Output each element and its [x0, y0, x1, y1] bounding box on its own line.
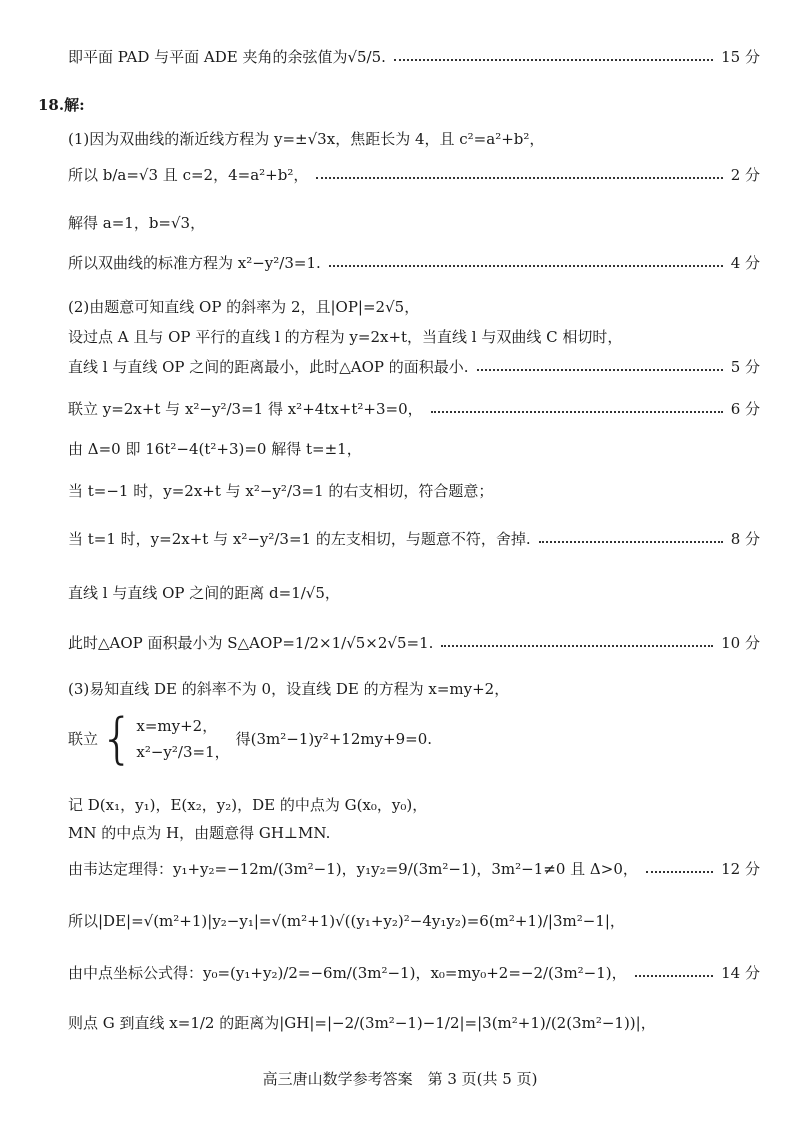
leader-dots — [394, 59, 713, 61]
score-label: 8 分 — [730, 530, 760, 548]
line-text: 所以双曲线的标准方程为 x²−y²/3=1. — [68, 254, 321, 272]
part3-gh-distance: 则点 G 到直线 x=1/2 的距离为|GH|=|−2/(3m²−1)−1/2|=|3(m²+1)/(2(3m²−1))|， — [68, 1014, 656, 1032]
part2-step-8 — [68, 528, 760, 550]
system-eq1: x=my+2， — [136, 717, 218, 735]
question-18-heading: 18.解: — [38, 96, 85, 114]
leader-dots — [539, 541, 723, 543]
part3-step-12 — [68, 858, 760, 880]
part2-step-10 — [68, 632, 760, 654]
score-label: 15 分 — [721, 48, 760, 66]
leader-dots — [329, 265, 723, 267]
line-15-score — [68, 46, 760, 68]
line-text: 直线 l 与直线 OP 之间的距离最小，此时△AOP 的面积最小. — [68, 358, 469, 376]
part2-case-t-neg1: 当 t=−1 时，y=2x+t 与 x²−y²/3=1 的右支相切，符合题意； — [68, 482, 494, 500]
line-text: 由韦达定理得：y₁+y₂=−12m/(3m²−1)，y₁y₂=9/(3m²−1)，3m²−1≠0 且 Δ>0， — [68, 860, 638, 878]
score-label: 10 分 — [721, 634, 760, 652]
part3-system — [68, 707, 760, 770]
score-label: 4 分 — [730, 254, 760, 272]
system-suffix: 得(3m²−1)y²+12my+9=0. — [235, 730, 433, 748]
line-text: 联立 y=2x+t 与 x²−y²/3=1 得 x²+4tx+t²+3=0， — [68, 400, 423, 418]
part2-intro: (2)由题意可知直线 OP 的斜率为 2，且|OP|=2√5， — [68, 298, 420, 316]
line-text: 此时△AOP 面积最小为 S△AOP=1/2×1/√5×2√5=1. — [68, 634, 434, 652]
left-brace: { — [100, 707, 135, 770]
system-prefix: 联立 — [68, 730, 99, 748]
part1-solve: 解得 a=1，b=√3， — [68, 214, 206, 232]
part2-step-5 — [68, 356, 760, 378]
part3-intro: (3)易知直线 DE 的斜率不为 0，设直线 DE 的方程为 x=my+2， — [68, 680, 510, 698]
score-label: 12 分 — [721, 860, 760, 878]
part2-line-l: 设过点 A 且与 OP 平行的直线 l 的方程为 y=2x+t，当直线 l 与双曲线 C 相切时， — [68, 328, 623, 346]
part3-step-14 — [68, 962, 760, 984]
line-text: 当 t=1 时，y=2x+t 与 x²−y²/3=1 的左支相切，与题意不符，舍掉. — [68, 530, 531, 548]
part3-de-length: 所以|DE|=√(m²+1)|y₂−y₁|=√(m²+1)√((y₁+y₂)²−4y₁y₂)=6(m²+1)/|3m²−1|， — [68, 912, 625, 930]
leader-dots — [635, 975, 713, 977]
part1-step-2 — [68, 164, 760, 186]
line-text: 即平面 PAD 与平面 ADE 夹角的余弦值为√5/5. — [68, 48, 386, 66]
line-text: 由中点坐标公式得：y₀=(y₁+y₂)/2=−6m/(3m²−1)，x₀=my₀+2=−2/(3m²−1)， — [68, 964, 627, 982]
score-label: 14 分 — [721, 964, 760, 982]
leader-dots — [646, 871, 713, 873]
system-eq2: x²−y²/3=1， — [136, 743, 230, 761]
part1-result — [68, 252, 760, 274]
leader-dots — [431, 411, 723, 413]
part2-step-6 — [68, 398, 760, 420]
part1-intro: (1)因为双曲线的渐近线方程为 y=±√3x，焦距长为 4，且 c²=a²+b²， — [68, 130, 545, 148]
leader-dots — [477, 369, 723, 371]
score-label: 5 分 — [730, 358, 760, 376]
part3-points: 记 D(x₁，y₁)，E(x₂，y₂)，DE 的中点为 G(x₀，y₀)， — [68, 796, 428, 814]
page-footer: 高三唐山数学参考答案 第 3 页(共 5 页) — [262, 1070, 538, 1088]
part3-midpoint-h: MN 的中点为 H，由题意得 GH⊥MN. — [68, 824, 331, 842]
part2-discriminant: 由 Δ=0 即 16t²−4(t²+3)=0 解得 t=±1， — [68, 440, 362, 458]
score-label: 6 分 — [730, 400, 760, 418]
score-label: 2 分 — [730, 166, 760, 184]
line-text: 所以 b/a=√3 且 c=2，4=a²+b²， — [68, 166, 309, 184]
leader-dots — [316, 177, 722, 179]
leader-dots — [441, 645, 713, 647]
part2-distance: 直线 l 与直线 OP 之间的距离 d=1/√5， — [68, 584, 340, 602]
